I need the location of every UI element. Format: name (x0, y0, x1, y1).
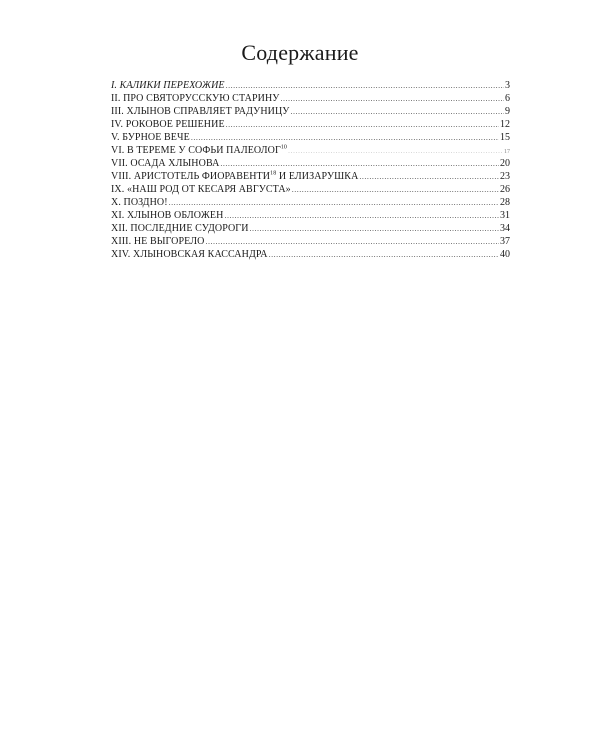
toc-page-number: 26 (500, 184, 510, 195)
toc-entry[interactable] (111, 235, 510, 248)
footnote-marker: 10 (280, 144, 288, 151)
dot-leader (292, 183, 499, 196)
toc-page-number: 40 (500, 249, 510, 260)
dot-leader (250, 222, 499, 235)
dot-leader (226, 79, 504, 92)
toc-entry[interactable] (111, 131, 510, 144)
toc-entry[interactable] (111, 222, 510, 235)
dot-leader (226, 118, 499, 131)
toc-entry[interactable] (111, 170, 510, 183)
toc-entry[interactable] (111, 157, 510, 170)
dot-leader (280, 92, 504, 105)
toc-page-number: 6 (505, 93, 510, 104)
toc-entry[interactable] (111, 144, 510, 157)
toc-entry[interactable] (111, 248, 510, 261)
toc-entry-title: VIII. АРИСТОТЕЛЬ ФИОРАВЕНТИ$^{18}$ И ЕЛИЗАРУШКА (111, 170, 359, 182)
dot-leader (191, 131, 499, 144)
toc-page-number: 37 (500, 236, 510, 247)
page-title: Содержание (241, 40, 359, 65)
toc-page-number: 9 (505, 106, 510, 117)
toc-entry[interactable] (111, 118, 510, 131)
toc-page-number: 17 (504, 149, 510, 155)
dot-leader (359, 170, 499, 183)
toc-entry-title: XII. ПОСЛЕДНИЕ СУДОРОГИ (111, 223, 249, 234)
toc-entry-title: IV. РОКОВОЕ РЕШЕНИЕ (111, 119, 225, 130)
table-of-contents (111, 79, 510, 261)
toc-entry[interactable] (111, 183, 510, 196)
dot-leader (224, 209, 499, 222)
toc-page-number: 28 (500, 197, 510, 208)
toc-entry-title: VI. В ТЕРЕМЕ У СОФЬИ ПАЛЕОЛОГ$^{10}$ (111, 144, 288, 156)
dot-leader (205, 235, 499, 248)
toc-page-number: 31 (500, 210, 510, 221)
toc-entry-title: IX. «НАШ РОД ОТ КЕСАРЯ АВГУСТА» (111, 184, 291, 195)
toc-entry[interactable] (111, 196, 510, 209)
toc-entry-title: XIII. НЕ ВЫГОРЕЛО (111, 236, 205, 247)
dot-leader (269, 248, 499, 261)
toc-entry-title: XI. ХЛЫНОВ ОБЛОЖЕН (111, 210, 224, 221)
toc-page-number: 20 (500, 158, 510, 169)
toc-entry-title: X. ПОЗДНО! (111, 197, 168, 208)
dot-leader (169, 196, 499, 209)
footnote-marker: 18 (270, 170, 277, 177)
dot-leader (290, 105, 504, 118)
toc-entry-title: III. ХЛЫНОВ СПРАВЛЯЕТ РАДУНИЦУ (111, 106, 290, 117)
toc-page-number: 23 (500, 171, 510, 182)
toc-entry-title: XIV. ХЛЫНОВСКАЯ КАССАНДРА (111, 249, 268, 260)
toc-page-number: 3 (505, 80, 510, 91)
toc-entry[interactable] (111, 105, 510, 118)
toc-entry[interactable] (111, 92, 510, 105)
toc-entry-title: VII. ОСАДА ХЛЫНОВА (111, 158, 220, 169)
toc-entry[interactable] (111, 209, 510, 222)
toc-page-number: 12 (500, 119, 510, 130)
toc-page-number: 34 (500, 223, 510, 234)
dot-leader (288, 144, 503, 157)
dot-leader (220, 157, 499, 170)
toc-entry-title: I. КАЛИКИ ПЕРЕХОЖИЕ (111, 80, 225, 91)
toc-entry[interactable] (111, 79, 510, 92)
toc-entry-title: II. ПРО СВЯТОРУССКУЮ СТАРИНУ (111, 93, 280, 104)
toc-page-number: 15 (500, 132, 510, 143)
toc-entry-title: V. БУРНОЕ ВЕЧЕ (111, 132, 190, 143)
